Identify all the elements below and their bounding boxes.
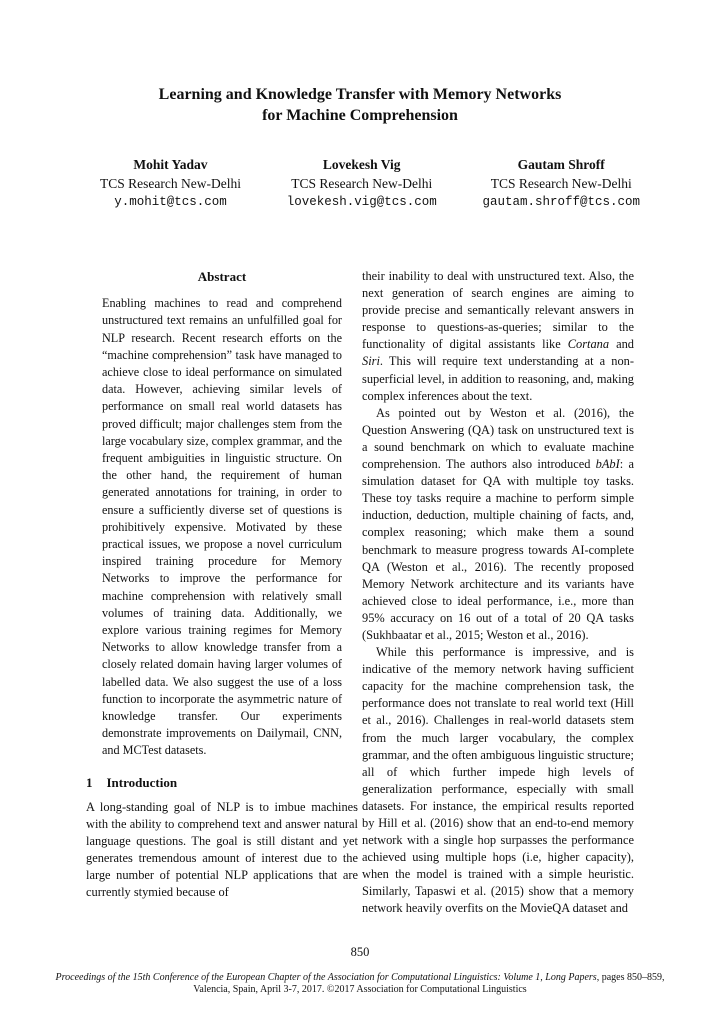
page-number: 850 — [350, 945, 370, 959]
section-heading-introduction — [86, 774, 358, 791]
author-email: gautam.shroff@tcs.com — [482, 195, 640, 209]
author-affiliation: TCS Research New-Delhi — [100, 176, 241, 191]
author-name: Lovekesh Vig — [322, 157, 401, 172]
author-1 — [100, 155, 241, 212]
footer-proceedings: Proceedings of the 15th Conference of the European Chapter of the Association for Computational Linguistics: Volume 1, Long Papers — [55, 972, 597, 983]
right-paragraph-3: While this performance is impressive, and is indicative of the memory network having sufficient capacity for the machine comprehension task, the performance does not translate to real world text (Hill et al., 2016). Challenges in real-world datasets stem from the much larger vocabulary, the complex grammar, and the often ambiguous linguistic structure; all of which further impede high levels of generalization performance, especially with small datasets. For instance, the empirical results reported by Hill et al. (2016) show that an end-to-end memory network with a single hop surpasses the performance achieved using multiple hops (i.e, higher capacity), when the model is trained with a simple heuristic. Similarly, Tapaswi et al. (2015) show that a memory network heavily overfits on the MovieQA dataset and — [362, 645, 634, 916]
author-affiliation: TCS Research New-Delhi — [291, 176, 433, 191]
author-list — [100, 155, 640, 212]
author-name: Mohit Yadav — [133, 157, 208, 172]
paper-title — [60, 84, 660, 126]
text-run: and — [609, 337, 634, 352]
proceedings-footer — [30, 972, 690, 996]
text-run-italic: Siri — [362, 354, 380, 369]
text-run: their inability to deal with unstructured text. Also, the next generation of search engines are aiming to provide precise and semantically relevant answers in response to questions-as-queries; similar to the functionality of digital assistants like — [362, 269, 634, 352]
abstract — [86, 295, 358, 759]
right-paragraph-1 — [362, 268, 634, 405]
text-run: . This will require text understanding at a non-superficial level, in addition to reasoning, and, making complex inferences about the text. — [362, 354, 634, 403]
title-line-1: Learning and Knowledge Transfer with Memory Networks — [158, 86, 562, 103]
text-run-italic: Cortana — [567, 337, 610, 352]
author-name: Gautam Shroff — [517, 157, 605, 172]
author-email: lovekesh.vig@tcs.com — [286, 195, 437, 209]
author-3 — [482, 155, 640, 212]
section-title: Introduction — [106, 774, 178, 790]
author-email: y.mohit@tcs.com — [114, 195, 227, 209]
footer-line-2: Valencia, Spain, April 3-7, 2017. ©2017 Association for Computational Linguistics — [193, 984, 527, 995]
text-run: : a simulation dataset for QA with multiple toy tasks. These toy tasks require a machine to perform simple induction, deduction, multiple chaining of facts, and, complex reasoning; which make them a sound benchmark to measure progress towards AI-complete QA (Weston et al., 2016). The recently proposed Memory Network architecture and its variants have achieved close to ideal performance, i.e., more than 95% accuracy on 16 out of a total of 20 QA tasks (Sukhbaatar et al., 2015; Weston et al., 2016). — [362, 457, 634, 642]
abstract-text: Enabling machines to read and comprehend unstructured text remains an unfulfilled goal for NLP research. Recent research efforts on the “machine comprehension” task have managed to achieve close to ideal performance on simulated data. However, achieving similar levels of performance on small real world datasets has proved difficult; major challenges stem from the large vocabulary size, complex grammar, and the frequent ambiguities in linguistic structure. On the other hand, the requirement of human generated annotations for training, in order to ensure a sufficiently diverse set of questions is prohibitively expensive. Motivated by these practical issues, we propose a novel curriculum inspired training procedure for Memory Networks to improve the performance for machine comprehension with relatively small volumes of training data. Additionally, we explore various training regimes for Memory Networks to allow knowledge transfer from a closely related domain having larger volumes of labelled data. We also suggest the use of a loss function to incorporate the asymmetric nature of knowledge transfer. Our experiments demonstrate improvements on Dailymail, CNN, and MCTest datasets. — [102, 296, 342, 758]
author-affiliation: TCS Research New-Delhi — [490, 176, 632, 191]
text-run-italic: bAbI — [595, 457, 620, 472]
title-line-2: for Machine Comprehension — [262, 107, 458, 124]
footer-line-1 — [30, 972, 690, 984]
section-number: 1 — [86, 774, 93, 790]
intro-paragraph-1: A long-standing goal of NLP is to imbue machines with the ability to comprehend text and answer natural language questions. The goal is still distant and yet generates tremendous amount of interest due to the large number of potential NLP applications that are currently stymied because of — [86, 799, 358, 900]
left-column — [86, 268, 358, 901]
right-paragraph-2 — [362, 405, 634, 644]
footer-pages: , pages 850–859, — [596, 972, 665, 983]
abstract-heading: Abstract — [197, 269, 247, 284]
author-2 — [287, 155, 437, 212]
right-column — [362, 268, 634, 918]
text-run: As pointed out by Weston et al. (2016), the Question Answering (QA) task on unstructured text is a sound benchmark on which to evaluate machine comprehension. The authors also introduced — [362, 405, 634, 472]
